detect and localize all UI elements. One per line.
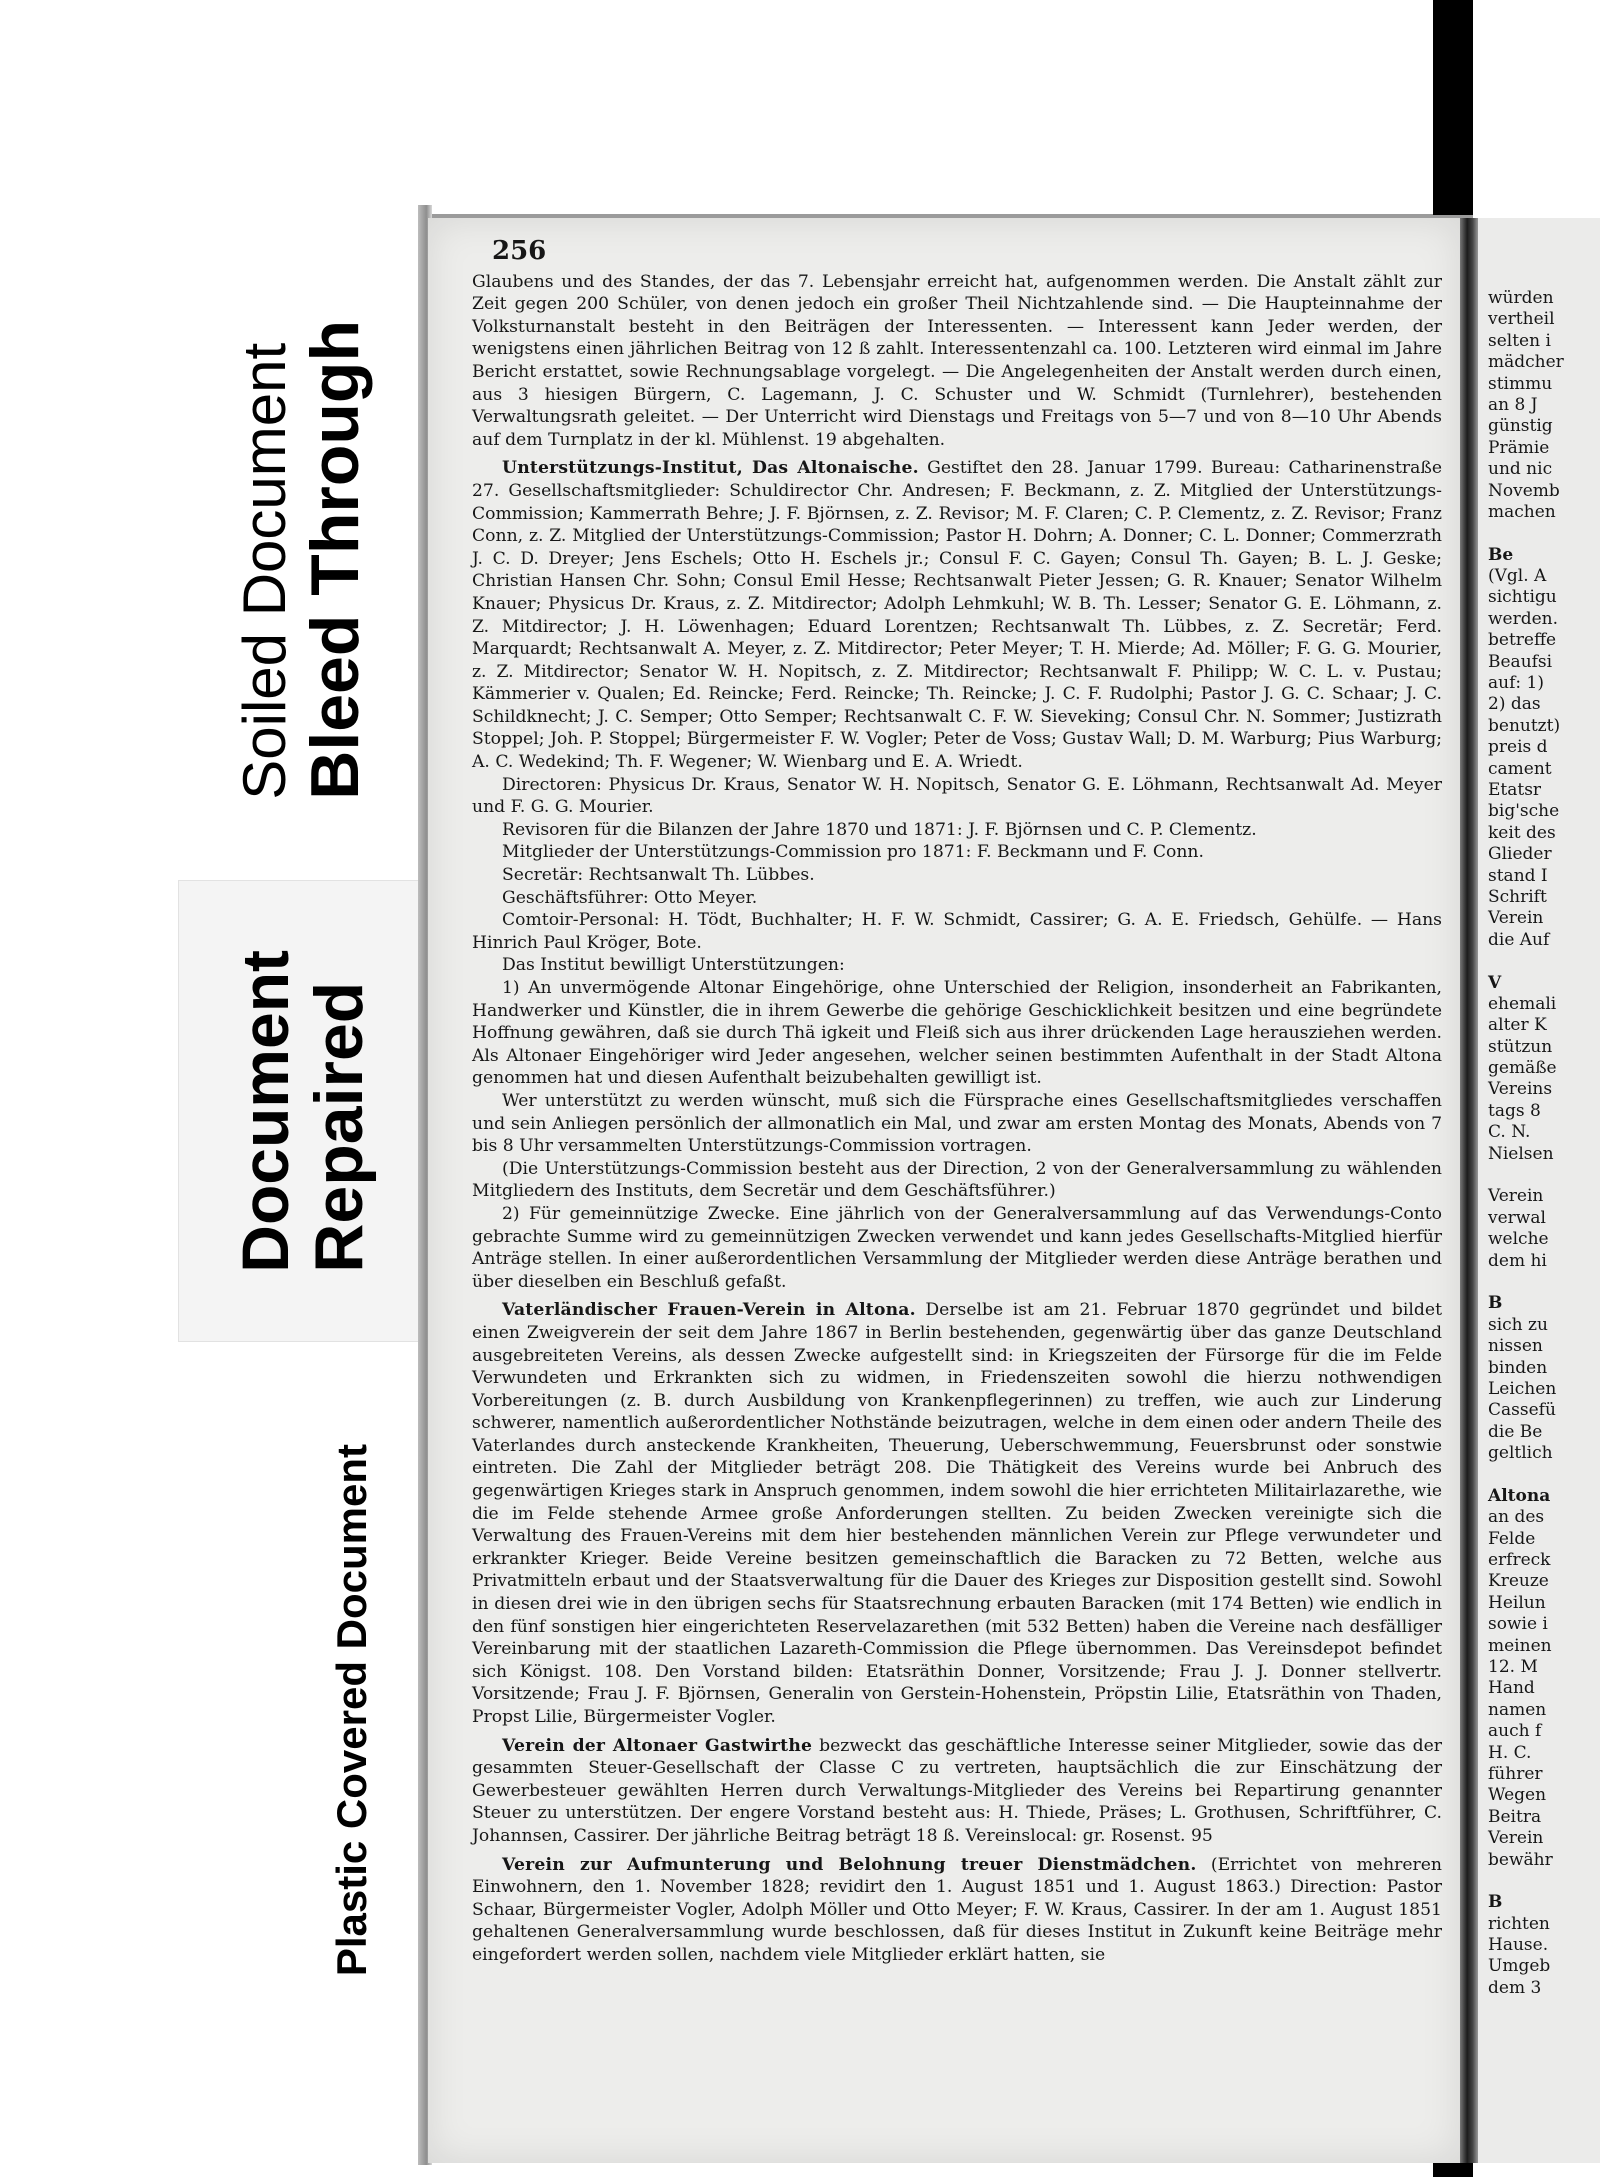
facing-line: würden	[1488, 288, 1554, 308]
facing-line: sichtigu	[1488, 587, 1557, 608]
facing-line: alter K	[1488, 1015, 1547, 1036]
facing-line: Be	[1488, 544, 1514, 565]
facing-line: mädcher	[1488, 352, 1564, 373]
facing-line: an 8 J	[1488, 394, 1538, 415]
facing-line: führer	[1488, 1763, 1543, 1784]
paragraph-text: bezweckt das geschäftliche Interesse seiner Mitglieder, sowie das der gesammten Steuer-Gesellschaft der Classe C zu vertreten, hauptsächlich die zur Einschätzung der Gewerbesteuer gewählten Herren durch Verwaltungs-Mitglieder des Vereins bei Repartirung genannter Steuer zu unterstützen. Der engere Vorstand besteht aus: H. Thiede, Präses; L. Grothusen, Schriftführer, C. Johannsen, Cassirer. Der jährliche Beitrag beträgt 18 ß. Vereinslocal: gr. Rosenst. 95	[472, 1735, 1442, 1846]
paragraph-p0	[472, 271, 1442, 452]
facing-line: Felde	[1488, 1528, 1536, 1549]
facing-line: Verein	[1488, 908, 1544, 929]
facing-line: H. C.	[1488, 1742, 1532, 1763]
facing-line: Heilun	[1488, 1592, 1546, 1613]
paragraph-text: 2) Für gemeinnützige Zwecke. Eine jährlich von der Generalversammlung auf das Verwendungs-Conto gebrachte Summe wird zu gemeinnützigen Zwecken verwendet und kann jedes Gesellschafts-Mitglied hierfür Anträge stellen. In einer außerordentlichen Versammlung der Mitglieder werden diese Anträge berathen und über dieselben ein Beschluß gefaßt.	[472, 1203, 1442, 1292]
facing-line: dem 3	[1488, 1977, 1542, 1998]
facing-line: Altona	[1488, 1485, 1551, 1506]
facing-line: Leichen	[1488, 1378, 1557, 1399]
paragraph-text: Glaubens und des Standes, der das 7. Lebensjahr erreicht hat, aufgenommen werden. Die Anstalt zählt zur Zeit gegen 200 Schüler, von denen jedoch ein großer Theil Nichtzahlende sind. — Die Haupteinnahme der Volksturnanstalt besteht in den Beiträgen der Interessenten. — Interessent kann Jeder werden, der wenigstens einen jährlichen Beitrag von 12 ß zahlt. Interessentenzahl ca. 100. Letzteren wird einmal im Jahre Bericht erstattet, sowie Rechnungsablage vorgelegt. — Die Angelegenheiten der Anstalt werden durch einen, aus 3 hiesigen Bürgern, C. Lagemann, J. C. Schuster und W. Schmidt (Turnlehrer), bestehenden Verwaltungsrath geleitet. — Der Unterricht wird Dienstags und Freitags von 5—7 und von 8—10 Uhr Abends auf dem Turnplatz in der kl. Mühlenst. 19 abgehalten.	[472, 271, 1442, 450]
label-repaired-document	[178, 880, 428, 1342]
facing-line: dem hi	[1488, 1250, 1547, 1271]
facing-line: Beitra	[1488, 1806, 1542, 1827]
facing-line: Cassefü	[1488, 1400, 1556, 1421]
paragraph-p8	[472, 954, 1442, 977]
facing-line: Hause.	[1488, 1935, 1549, 1956]
paragraph-p10	[472, 1090, 1442, 1158]
facing-line: B	[1488, 1293, 1503, 1314]
label-document: Document	[227, 949, 302, 1273]
facing-line: tags 8	[1488, 1100, 1541, 1121]
facing-line: Prämie	[1488, 437, 1550, 458]
facing-line	[1488, 1464, 1600, 1485]
facing-line: Wegen	[1488, 1785, 1547, 1806]
label-soiled-document: Soiled Document	[230, 342, 298, 800]
section-heading: Verein der Altonaer Gastwirthe	[502, 1735, 813, 1756]
paragraph-p5	[472, 864, 1442, 887]
paragraph-p4	[472, 841, 1442, 864]
facing-line: selten i	[1488, 330, 1551, 351]
facing-line	[1488, 951, 1600, 972]
paragraph-text: Wer unterstützt zu werden wünscht, muß sich die Fürsprache eines Gesellschaftsmitgliedes verschaffen und sein Anliegen persönlich der allmonatlich ein Mal, und zwar am ersten Montag des Monats, Abends von 7 bis 8 Uhr versammelten Unterstützungs-Commission vortragen.	[472, 1090, 1442, 1157]
facing-line: ehemali	[1488, 993, 1557, 1014]
label-repaired: Repaired	[300, 981, 377, 1273]
paragraph-text: Gestiftet den 28. Januar 1799. Bureau: Catharinenstraße 27. Gesellschaftsmitglieder: Schuldirector Chr. Andresen; F. Beckmann, z. Z. Mitglied der Unterstützungs-Commission; Kammerrath Behre; J. F. Björnsen, z. Z. Revisor; M. F. Claren; C. P. Clementz, z. Z. Revisor; Franz Conn, z. Z. Mitglied der Unterstützungs-Commission; Pastor H. Dohrn; A. Donner; C. L. Donner; Commerzrath J. C. D. Dreyer; Jens Eschels; Otto H. Eschels jr.; Consul F. C. Gayen; Consul Th. Gayen; B. L. J. Geske; Christian Hansen Chr. Sohn; Consul Emil Hesse; Rechtsanwalt Pieter Jessen; G. R. Knauer; Senator Wilhelm Knauer; Physicus Dr. Kraus, z. Z. Mitdirector; Adolph Lehmkuhl; W. B. Th. Lesser; Senator G. E. Löhmann, z. Z. Mitdirector; J. H. Löwenhagen; Eduard Lorentzen; Rechtsanwalt Th. Lübbes, z. Z. Secretär; Ferd. Marquardt; Rechtsanwalt A. Meyer, z. Z. Mitdirector; Peter Meyer; T. H. Mierde; Ad. Möller; F. G. G. Mourier, z. Z. Mitdirector; Senator W. H. Nopitsch, z. Z. Mitdirector; Rechtsanwalt F. Philipp; W. C. L. v. Pustau; Kämmerier v. Qualen; Ed. Reincke; Ferd. Reincke; Th. Reincke; J. C. F. Rudolphi; Pastor J. G. C. Schaar; J. C. Schildknecht; J. C. Semper; Otto Semper; Rechtsanwalt C. F. W. Sieveking; Consul Chr. N. Sommer; Justizrath Stoppel; Joh. P. Stoppel; Bürgermeister F. W. Vogler; Peter de Voss; Gustav Wall; D. M. Warburg; Pius Warburg; A. C. Wedekind; Th. F. Wegener; W. Wienbarg und E. A. Wriedt.	[472, 458, 1442, 773]
label-bleed-through: Bleed Through	[296, 320, 373, 800]
facing-line: keit des	[1488, 822, 1556, 843]
section-heading: Unterstützungs-Institut, Das Altonaische.	[502, 458, 919, 479]
facing-line	[1488, 1871, 1600, 1892]
label-plastic-covered-text: Plastic Covered Document	[327, 1443, 375, 1977]
facing-line: big'sche	[1488, 801, 1560, 822]
section-heading: Vaterländischer Frauen-Verein in Altona.	[502, 1300, 916, 1321]
facing-line: betreffe	[1488, 630, 1557, 651]
paragraph-text: Secretär: Rechtsanwalt Th. Lübbes.	[502, 865, 815, 886]
facing-line: erfreck	[1488, 1550, 1551, 1571]
facing-page-text	[1488, 288, 1600, 1999]
facing-line: günstig	[1488, 416, 1553, 437]
facing-line: Hand	[1488, 1678, 1535, 1699]
facing-line	[1488, 523, 1600, 544]
facing-line: (Vgl. A	[1488, 566, 1547, 587]
facing-line: verwal	[1488, 1207, 1546, 1228]
facing-line: Beaufsi	[1488, 651, 1553, 672]
facing-line	[1488, 1272, 1600, 1293]
facing-line: cament	[1488, 758, 1552, 779]
paragraph-p13	[472, 1299, 1442, 1728]
facing-line: namen	[1488, 1699, 1547, 1720]
facing-line: machen	[1488, 501, 1556, 522]
facing-line: Glieder	[1488, 844, 1552, 865]
facing-line: vertheil	[1488, 309, 1555, 330]
facing-line: und nic	[1488, 459, 1553, 480]
facing-line: bewähr	[1488, 1849, 1553, 1870]
facing-line: sowie i	[1488, 1614, 1548, 1635]
label-strip	[0, 0, 430, 2177]
paragraph-p7	[472, 909, 1442, 954]
paragraph-text: Revisoren für die Bilanzen der Jahre 1870 und 1871: J. F. Björnsen und C. P. Clementz.	[502, 819, 1257, 840]
facing-line: werden.	[1488, 608, 1559, 629]
facing-line: Verein	[1488, 1828, 1544, 1849]
facing-line: die Be	[1488, 1421, 1543, 1442]
facing-line: an des	[1488, 1507, 1545, 1528]
facing-line: Novemb	[1488, 480, 1560, 501]
paragraph-text: (Errichtet von mehreren Einwohnern, den 1. November 1828; revidirt den 1. August 1851 und 1. August 1863.) Direction: Pastor Schaar, Bürgermeister Vogler, Adolph Möller und Otto Meyer; F. W. Kraus, Cassirer. In der am 1. August 1851 gehaltenen Generalversammlung wurde beschlossen, daß für dieses Institut in Zukunft keine Beiträge mehr eingefordert werden sollen, nachdem viele Mitglieder erklärt hatten, sie	[472, 1854, 1443, 1965]
facing-line: Kreuze	[1488, 1571, 1549, 1592]
paragraph-p1	[472, 457, 1442, 773]
facing-line: auf: 1)	[1488, 673, 1544, 694]
facing-line: Etatsr	[1488, 779, 1542, 800]
facing-line: stützun	[1488, 1036, 1553, 1057]
paragraph-p2	[472, 774, 1442, 819]
book-gutter	[1460, 218, 1478, 2163]
facing-line: stand I	[1488, 865, 1548, 886]
book-page	[428, 218, 1460, 2163]
paragraph-text: Das Institut bewilligt Unterstützungen:	[502, 955, 845, 976]
facing-line: die Auf	[1488, 929, 1550, 950]
paragraphs	[472, 271, 1442, 1967]
facing-line: preis d	[1488, 737, 1548, 758]
facing-line: nissen	[1488, 1336, 1543, 1357]
paragraph-text: Directoren: Physicus Dr. Kraus, Senator W. H. Nopitsch, Senator G. E. Löhmann, Rechtsanwalt Ad. Meyer und F. G. G. Mourier.	[472, 774, 1442, 818]
facing-line: 12. M	[1488, 1657, 1538, 1677]
paragraph-p12	[472, 1203, 1442, 1293]
facing-line: binden	[1488, 1357, 1548, 1378]
paragraph-text: (Die Unterstützungs-Commission besteht aus der Direction, 2 von der Generalversammlung zu wählenden Mitgliedern des Instituts, dem Secretär und dem Geschäftsführer.)	[472, 1158, 1442, 1202]
label-plastic-covered	[282, 1380, 422, 2040]
paragraph-p3	[472, 819, 1442, 842]
facing-line: C. N.	[1488, 1122, 1531, 1143]
paragraph-p9	[472, 977, 1442, 1090]
page-text	[472, 236, 1443, 1967]
black-bar-top	[1433, 0, 1473, 215]
paragraph-text: Derselbe ist am 21. Februar 1870 gegründet und bildet einen Zweigverein der seit dem Jahre 1867 in Berlin bestehenden, gegenwärtig über das ganze Deutschland ausgebreiteten Vereins, als dessen Zwecke aufgestellt sind: in Kriegszeiten der Fürsorge für die im Felde Verwundeten und Erkrankten sich zu widmen, in Friedenszeiten sowohl die hierzu nothwendigen Vorbereitungen (z. B. durch Ausbildung von Krankenpflegerinnen) zu treffen, wie auch zur Linderung schwerer, namentlich außerordentlicher Nothstände beizutragen, welche in dem einen oder andern Theile des Vaterlandes durch ansteckende Krankheiten, Theuerung, Ueberschwemmung, Feuersbrunst oder sonstwie eintreten. Die Zahl der Mitglieder beträgt 208. Die Thätigkeit des Vereins wurde bei Anbruch des gegenwärtigen Krieges stark in Anspruch genommen, indem sowohl die hier errichteten Militairlazarethe, wie die im Felde stehende Armee große Anforderungen stellten. Zu beiden Zwecken vereinigte sich die Verwaltung des Frauen-Vereins mit dem hier bestehenden männlichen Verein zur Pflege verwundeter und erkrankter Krieger. Beide Vereine besitzen gemeinschaftlich die Baracken zu 72 Betten, welche aus Privatmitteln erbaut und der Staatsverwaltung für die Dauer des Krieges zur Disposition gestellt sind. Sowohl in diesen drei wie in den übrigen sechs für Staatsrechnung erbauten Baracken (mit 174 Betten) wie endlich in den fünf sonstigen hier eingerichteten Reservelazarethen (mit 532 Betten) haben die Vereine nach desfälliger Vereinbarung mit der staatlichen Lazareth-Commission die Pflege übernommen. Das Vereinsdepot befindet sich Königst. 108. Den Vorstand bilden: Etatsräthin Donner, Vorsitzende; Frau J. J. Donner stellvertr. Vorsitzende; Frau J. F. Björnsen, Generalin von Gerstein-Hohenstein, Pröpstin Lilie, Etatsräthin von Thaden, Propst Lilie, Bürgermeister Vogler.	[472, 1300, 1442, 1727]
paragraph-text: Comtoir-Personal: H. Tödt, Buchhalter; H. F. W. Schmidt, Cassirer; G. A. E. Friedsch, Gehülfe. — Hans Hinrich Paul Kröger, Bote.	[472, 910, 1442, 953]
facing-line: Nielsen	[1488, 1143, 1554, 1164]
label-bleed-soiled	[178, 260, 426, 860]
facing-line: stimmu	[1488, 373, 1553, 394]
facing-line: richten	[1488, 1913, 1550, 1934]
facing-line: Schrift	[1488, 886, 1547, 907]
paragraph-p11	[472, 1158, 1442, 1203]
facing-line: Vereins	[1488, 1079, 1553, 1100]
facing-line: welche	[1488, 1229, 1549, 1250]
facing-line: gemäße	[1488, 1058, 1557, 1079]
facing-line	[1488, 1165, 1600, 1186]
facing-page	[1478, 218, 1600, 2163]
page-number: 256	[492, 236, 547, 266]
paragraph-text: 1) An unvermögende Altonar Eingehörige, ohne Unterschied der Religion, insonderheit an Fabrikanten, Handwerker und Künstler, die in ihrem Gewerbe die gehörige Geschicklichkeit besitzen und eine begründete Hoffnung gewähren, daß sie durch Thä igkeit und Fleiß sich aus ihrer drückenden Lage herausziehen werden. Als Altonaer Eingehöriger wird Jeder angesehen, welcher seinen bestimmten Aufenthalt in der Stadt Altona genommen hat und diesen Aufenthalt beizubehalten gewilligt ist.	[472, 978, 1442, 1089]
section-heading: Verein zur Aufmunterung und Belohnung treuer Dienstmädchen.	[502, 1854, 1197, 1875]
facing-line: Verein	[1488, 1186, 1544, 1207]
paragraph-text: Mitglieder der Unterstützungs-Commission pro 1871: F. Beckmann und F. Conn.	[502, 842, 1204, 863]
facing-line: 2) das	[1488, 694, 1541, 715]
paragraph-text: Geschäftsführer: Otto Meyer.	[502, 887, 758, 908]
facing-line: B	[1488, 1892, 1503, 1913]
facing-line: benutzt)	[1488, 715, 1561, 736]
facing-line: sich zu	[1488, 1314, 1548, 1335]
facing-line: auch f	[1488, 1721, 1542, 1742]
facing-line: V	[1488, 972, 1502, 993]
paragraph-p6	[472, 887, 1442, 910]
facing-line: geltlich	[1488, 1443, 1553, 1464]
paragraph-p14	[472, 1735, 1442, 1848]
facing-line: Umgeb	[1488, 1956, 1551, 1977]
facing-line: meinen	[1488, 1635, 1552, 1656]
paragraph-p15	[472, 1854, 1442, 1967]
